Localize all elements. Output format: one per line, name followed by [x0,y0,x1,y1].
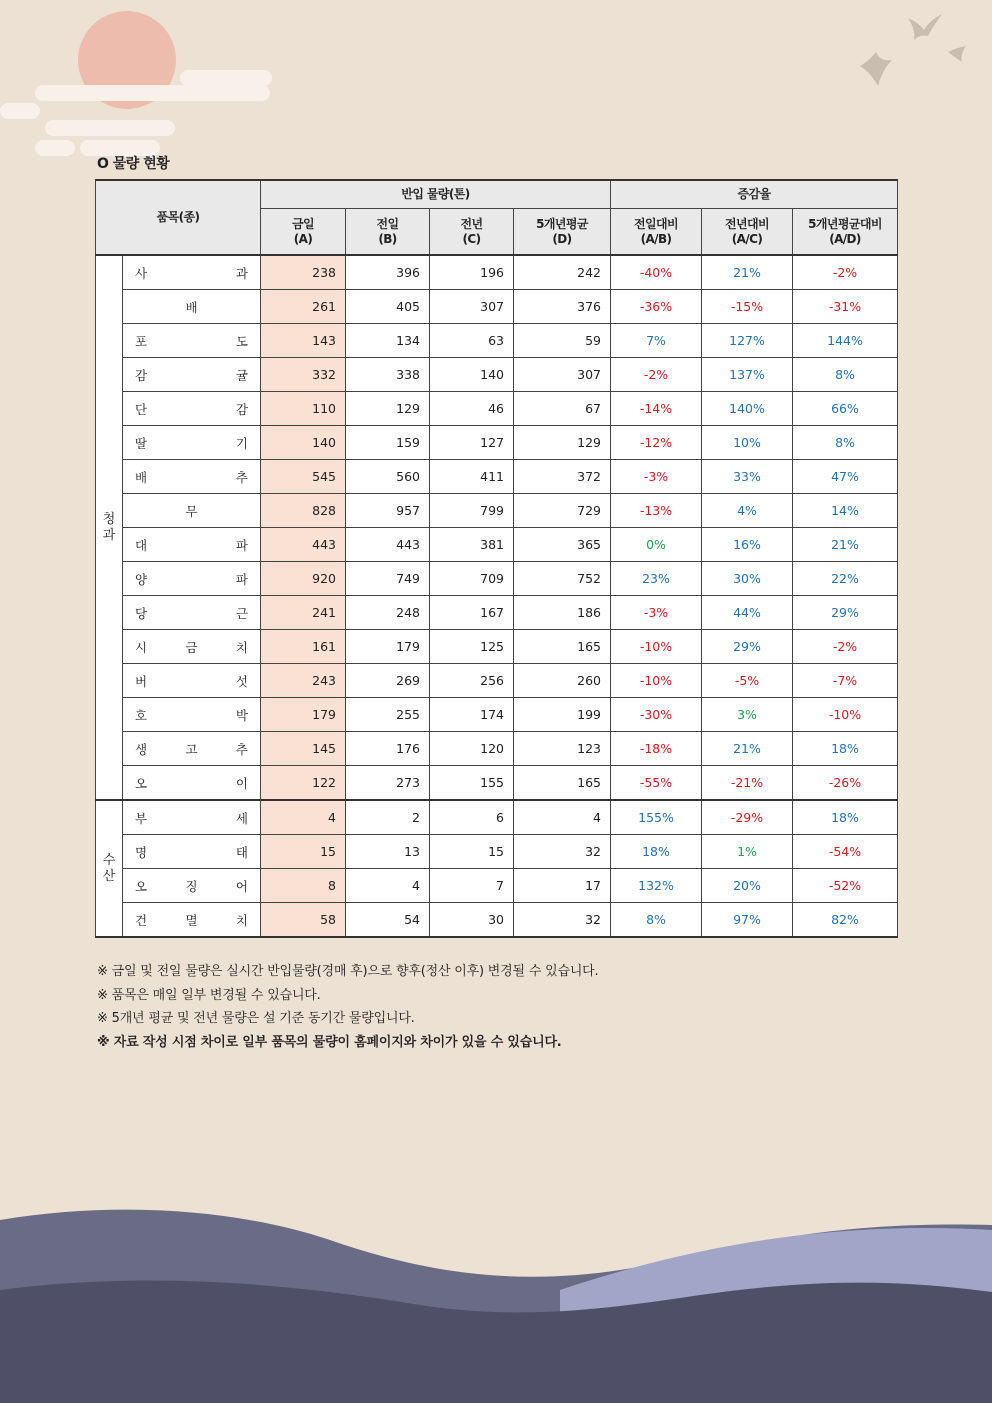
rate-ab-cell: -40% [611,255,702,290]
volume-c-cell: 155 [430,766,514,801]
volume-c-cell: 63 [430,324,514,358]
rate-ad-cell: 29% [793,596,898,630]
rate-ad-cell: 22% [793,562,898,596]
rate-ab-cell: 7% [611,324,702,358]
rate-ad-cell: 47% [793,460,898,494]
table-row [96,800,898,835]
table-row [96,426,898,460]
item-name [123,596,261,630]
volume-c-cell: 15 [430,835,514,869]
group-label [96,800,123,937]
item-name [123,562,261,596]
birds-decoration [860,14,966,86]
rate-ab-cell: -36% [611,290,702,324]
volume-a-cell: 828 [261,494,346,528]
header-col-line: (A) [293,231,313,246]
volume-a-cell: 161 [261,630,346,664]
header-col [611,209,702,256]
rate-ab-cell: -14% [611,392,702,426]
item-name-char: 사 [135,265,148,281]
header-col [702,209,793,256]
rate-ad-cell: -52% [793,869,898,903]
item-name-char: 세 [235,810,248,826]
volume-c-cell: 709 [430,562,514,596]
rate-ac-cell: 10% [702,426,793,460]
header-col-line: 전일 [376,216,399,231]
header-col [793,209,898,256]
group-label-char: 산 [102,868,116,884]
volume-d-cell: 17 [514,869,611,903]
table-row [96,698,898,732]
volume-a-cell: 443 [261,528,346,562]
item-name [123,835,261,869]
rate-ad-cell: -2% [793,630,898,664]
header-col-line: (A/C) [731,231,763,246]
volume-d-cell: 186 [514,596,611,630]
table-row [96,494,898,528]
rate-ac-cell: 140% [702,392,793,426]
item-name [123,869,261,903]
table-row [96,324,898,358]
table-row [96,869,898,903]
item-name-char: 이 [235,775,248,791]
item-name-char: 감 [135,367,148,383]
rate-ab-cell: -55% [611,766,702,801]
mountain-decoration [0,1200,992,1403]
header-col-line: 금일 [292,216,314,231]
header-col [514,209,611,256]
volume-c-cell: 125 [430,630,514,664]
item-name-char: 오 [135,878,148,894]
item-name-char: 배 [185,299,198,315]
rate-ab-cell: -30% [611,698,702,732]
item-name [123,528,261,562]
item-name-char: 과 [235,265,248,281]
rate-ab-cell: -10% [611,630,702,664]
item-name-char: 무 [185,503,198,519]
group-label-char: 청 [102,511,116,527]
item-name-char: 치 [235,912,248,928]
header-col-line: (A/D) [829,231,861,246]
rate-ac-cell: 30% [702,562,793,596]
volume-c-cell: 174 [430,698,514,732]
volume-a-cell: 122 [261,766,346,801]
table-row [96,255,898,290]
volume-b-cell: 13 [346,835,430,869]
volume-b-cell: 134 [346,324,430,358]
rate-ac-cell: 137% [702,358,793,392]
item-name-char: 근 [235,605,248,621]
rate-ad-cell: -54% [793,835,898,869]
rate-ad-cell: 66% [793,392,898,426]
rate-ad-cell: 8% [793,426,898,460]
volume-d-cell: 4 [514,800,611,835]
rate-ab-cell: -2% [611,358,702,392]
rate-ab-cell: 0% [611,528,702,562]
table-row [96,766,898,801]
rate-ab-cell: -13% [611,494,702,528]
rate-ad-cell: 82% [793,903,898,938]
rate-ab-cell: 23% [611,562,702,596]
note-line: ※ 금일 및 전일 물량은 실시간 반입물량(경매 후)으로 향후(정산 이후) 변경될 수 있습니다. [97,964,599,979]
volume-d-cell: 199 [514,698,611,732]
rate-ac-cell: 21% [702,732,793,766]
volume-d-cell: 365 [514,528,611,562]
item-name [123,324,261,358]
rate-ac-cell: 21% [702,255,793,290]
item-name [123,494,261,528]
item-name-char: 파 [235,537,248,553]
rate-ad-cell: -7% [793,664,898,698]
item-name-char: 명 [135,844,148,860]
item-name [123,800,261,835]
item-name-char: 멸 [185,912,198,928]
rate-ac-cell: 1% [702,835,793,869]
volume-d-cell: 372 [514,460,611,494]
header-volume-group: 반입 물량(톤) [261,180,611,209]
rate-ab-cell: 18% [611,835,702,869]
table-row [96,732,898,766]
volume-d-cell: 123 [514,732,611,766]
table-row [96,903,898,938]
item-name-char: 금 [185,639,198,655]
volume-b-cell: 443 [346,528,430,562]
group-label-char: 수 [102,852,116,868]
rate-ad-cell: 18% [793,800,898,835]
item-name [123,392,261,426]
header-col-line: (C) [462,231,481,246]
note-bold: ※ 자료 작성 시점 차이로 일부 품목의 물량이 홈페이지와 차이가 있을 수 있습니다. [97,1034,562,1050]
volume-c-cell: 196 [430,255,514,290]
volume-b-cell: 159 [346,426,430,460]
volume-a-cell: 238 [261,255,346,290]
rate-ac-cell: 29% [702,630,793,664]
volume-a-cell: 545 [261,460,346,494]
item-name [123,358,261,392]
item-name-char: 대 [135,537,148,553]
volume-d-cell: 129 [514,426,611,460]
rate-ab-cell: 132% [611,869,702,903]
header-col [346,209,430,256]
header-col-line: 전년 [460,216,483,231]
rate-ad-cell: -2% [793,255,898,290]
item-name [123,630,261,664]
volume-d-cell: 376 [514,290,611,324]
item-name [123,698,261,732]
volume-c-cell: 256 [430,664,514,698]
section-title: O 물량 현황 [97,156,170,172]
rate-ac-cell: -15% [702,290,793,324]
note-line: ※ 5개년 평균 및 전년 물량은 설 기준 동기간 물량입니다. [97,1011,415,1026]
volume-b-cell: 54 [346,903,430,938]
item-name-char: 귤 [235,367,248,383]
volume-c-cell: 167 [430,596,514,630]
item-name-char: 오 [135,775,148,791]
header-col-line: 5개년평균대비 [808,216,882,231]
item-name-char: 기 [235,435,248,451]
item-name-char: 부 [135,810,148,826]
volume-table [95,179,898,938]
item-name-char: 추 [235,469,248,485]
volume-c-cell: 381 [430,528,514,562]
volume-d-cell: 242 [514,255,611,290]
rate-ad-cell: 21% [793,528,898,562]
item-name-char: 추 [235,741,248,757]
rate-ab-cell: -10% [611,664,702,698]
item-name-char: 도 [235,333,248,349]
rate-ac-cell: 20% [702,869,793,903]
rate-ad-cell: -26% [793,766,898,801]
item-name-char: 단 [135,401,148,417]
volume-d-cell: 729 [514,494,611,528]
rate-ac-cell: 4% [702,494,793,528]
item-name [123,903,261,938]
table-row [96,290,898,324]
notes [97,960,598,1054]
table-row [96,835,898,869]
volume-c-cell: 6 [430,800,514,835]
volume-a-cell: 261 [261,290,346,324]
item-name-char: 치 [235,639,248,655]
rate-ac-cell: -5% [702,664,793,698]
header-col-line: 전일대비 [634,216,678,231]
item-name-char: 포 [135,333,148,349]
volume-b-cell: 269 [346,664,430,698]
volume-c-cell: 7 [430,869,514,903]
item-name [123,290,261,324]
volume-c-cell: 30 [430,903,514,938]
rate-ad-cell: 8% [793,358,898,392]
volume-c-cell: 46 [430,392,514,426]
volume-d-cell: 32 [514,903,611,938]
item-name [123,766,261,801]
rate-ad-cell: 18% [793,732,898,766]
volume-c-cell: 140 [430,358,514,392]
volume-d-cell: 165 [514,766,611,801]
item-name [123,255,261,290]
rate-ab-cell: -3% [611,460,702,494]
volume-d-cell: 307 [514,358,611,392]
rate-ad-cell: 14% [793,494,898,528]
volume-c-cell: 127 [430,426,514,460]
header-item: 품목(종) [96,180,261,255]
item-name-char: 딸 [135,435,148,451]
rate-ab-cell: -12% [611,426,702,460]
rate-ac-cell: 3% [702,698,793,732]
volume-a-cell: 8 [261,869,346,903]
header-rate-group: 증감율 [611,180,898,209]
header-col-line: (B) [378,231,397,246]
table-row [96,460,898,494]
volume-a-cell: 145 [261,732,346,766]
rate-ad-cell: -31% [793,290,898,324]
table-row [96,528,898,562]
item-name-char: 파 [235,571,248,587]
table-row [96,562,898,596]
item-name [123,460,261,494]
item-name [123,426,261,460]
volume-c-cell: 799 [430,494,514,528]
item-name-char: 양 [135,571,148,587]
volume-d-cell: 752 [514,562,611,596]
volume-a-cell: 15 [261,835,346,869]
volume-b-cell: 176 [346,732,430,766]
table-row [96,392,898,426]
item-name-char: 건 [135,912,148,928]
volume-a-cell: 4 [261,800,346,835]
volume-a-cell: 110 [261,392,346,426]
header-col-line: (A/B) [640,231,672,246]
volume-c-cell: 120 [430,732,514,766]
item-name-char: 배 [135,469,148,485]
volume-d-cell: 67 [514,392,611,426]
volume-b-cell: 749 [346,562,430,596]
rate-ac-cell: 127% [702,324,793,358]
rate-ac-cell: -21% [702,766,793,801]
item-name-char: 당 [135,605,148,621]
rate-ab-cell: 8% [611,903,702,938]
volume-d-cell: 165 [514,630,611,664]
volume-b-cell: 405 [346,290,430,324]
header-col-line: (D) [552,231,572,246]
group-label [96,255,123,800]
rate-ad-cell: 144% [793,324,898,358]
volume-d-cell: 59 [514,324,611,358]
volume-a-cell: 143 [261,324,346,358]
item-name-char: 섯 [235,673,248,689]
volume-a-cell: 332 [261,358,346,392]
rate-ab-cell: -3% [611,596,702,630]
item-name-char: 박 [235,707,248,723]
header-col [430,209,514,256]
volume-a-cell: 58 [261,903,346,938]
header-col [261,209,346,256]
rate-ac-cell: 97% [702,903,793,938]
volume-b-cell: 129 [346,392,430,426]
table-row [96,630,898,664]
item-name-char: 시 [135,639,148,655]
item-name-char: 감 [235,401,248,417]
volume-a-cell: 140 [261,426,346,460]
item-name-char: 생 [135,741,148,757]
rate-ab-cell: -18% [611,732,702,766]
volume-b-cell: 4 [346,869,430,903]
volume-c-cell: 411 [430,460,514,494]
volume-d-cell: 32 [514,835,611,869]
volume-a-cell: 241 [261,596,346,630]
volume-b-cell: 2 [346,800,430,835]
rate-ac-cell: 16% [702,528,793,562]
volume-b-cell: 248 [346,596,430,630]
note-line: ※ 품목은 매일 일부 변경될 수 있습니다. [97,987,321,1003]
item-name-char: 호 [135,707,148,723]
rate-ab-cell: 155% [611,800,702,835]
rate-ac-cell: 33% [702,460,793,494]
volume-c-cell: 307 [430,290,514,324]
header-col-line: 전년대비 [725,216,769,231]
volume-b-cell: 255 [346,698,430,732]
volume-a-cell: 179 [261,698,346,732]
volume-d-cell: 260 [514,664,611,698]
rate-ac-cell: -29% [702,800,793,835]
item-name-char: 징 [185,878,198,894]
volume-b-cell: 338 [346,358,430,392]
item-name-char: 고 [185,741,198,757]
table-row [96,596,898,630]
item-name-char: 버 [135,673,148,689]
table-row [96,358,898,392]
volume-b-cell: 273 [346,766,430,801]
volume-b-cell: 396 [346,255,430,290]
item-name-char: 태 [235,844,248,860]
item-name [123,732,261,766]
rate-ac-cell: 44% [702,596,793,630]
item-name-char: 어 [235,878,248,894]
volume-a-cell: 920 [261,562,346,596]
group-label-char: 과 [102,527,116,543]
rate-ad-cell: -10% [793,698,898,732]
volume-b-cell: 560 [346,460,430,494]
table-row [96,664,898,698]
item-name [123,664,261,698]
volume-a-cell: 243 [261,664,346,698]
volume-b-cell: 179 [346,630,430,664]
volume-b-cell: 957 [346,494,430,528]
header-col-line: 5개년평균 [536,216,588,231]
